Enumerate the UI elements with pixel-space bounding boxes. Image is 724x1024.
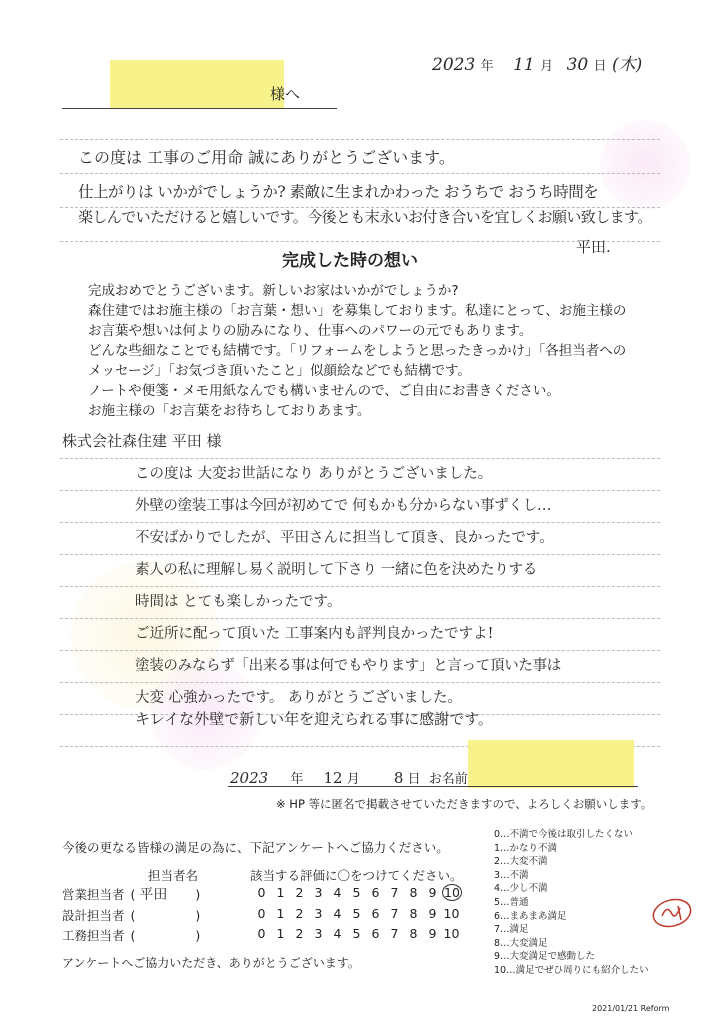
rating-option[interactable]: 6 xyxy=(371,906,380,921)
customer-message-line-6: 時間は とても楽しかったです。 xyxy=(135,594,342,610)
customer-message-line-9: 大変 心強かったです。 ありがとうございました。 xyxy=(135,690,463,706)
sign-year: 2023 xyxy=(230,769,269,787)
rating-option[interactable]: 4 xyxy=(333,906,342,921)
rating-option[interactable]: 6 xyxy=(371,926,380,941)
rating-option[interactable]: 1 xyxy=(276,906,285,921)
rule-line xyxy=(60,522,660,523)
customer-message-line-4: 不安ばかりでしたが、平田さんに担当して頂き、良かったです。 xyxy=(135,530,554,546)
legend-item: 1…かなり不満 xyxy=(494,842,558,854)
survey-paren-close: ) xyxy=(195,928,201,943)
rating-option[interactable]: 3 xyxy=(314,906,323,921)
form-version: 2021/01/21 Reform xyxy=(592,1004,670,1013)
sign-name-label: お名前 xyxy=(428,772,468,787)
floral-decoration-top xyxy=(600,120,690,210)
rating-option[interactable]: 9 xyxy=(428,926,437,941)
legend-item: 8…大変満足 xyxy=(494,937,548,949)
rating-option[interactable]: 9 xyxy=(428,906,437,921)
intro-line: どんな些細なことでも結構です。「リフォームをしようと思ったきっかけ」「各担当者への xyxy=(88,343,627,359)
legend-item: 4…少し不満 xyxy=(494,883,548,895)
rating-option[interactable]: 7 xyxy=(390,906,399,921)
sign-day: 8 xyxy=(393,769,404,787)
survey-paren-open: ( xyxy=(130,928,136,943)
recipient-underline xyxy=(62,108,337,109)
legend-item: 2…大変不満 xyxy=(494,856,548,868)
rating-option[interactable]: 6 xyxy=(371,885,380,900)
customer-message-line-5: 素人の私に理解し易く説明して下さり 一緒に色を決めたりする xyxy=(135,562,537,578)
rating-option[interactable]: 5 xyxy=(352,906,361,921)
staff-message-line-2: 仕上がりは いかがでしょうか? 素敵に生まれかわった おうちで おうち時間を xyxy=(78,183,599,201)
staff-signature: 平田. xyxy=(576,238,611,256)
survey-row-sales xyxy=(62,884,482,904)
rating-option[interactable]: 3 xyxy=(314,885,323,900)
intro-line: お施主様の「お言葉をお待ちしておりあます。 xyxy=(88,403,371,419)
anonymity-notice: ※ HP 等に匿名で掲載させていただきますので、よろしくお願いします。 xyxy=(276,797,653,811)
survey-row-construction xyxy=(62,926,482,946)
section-title: 完成した時の想い xyxy=(282,251,418,271)
rating-option[interactable]: 3 xyxy=(314,926,323,941)
legend-item: 7…満足 xyxy=(494,924,529,936)
sign-underline xyxy=(228,786,638,787)
approval-stamp-icon xyxy=(650,896,694,930)
rating-option[interactable]: 2 xyxy=(295,885,304,900)
rule-line xyxy=(60,241,660,242)
rating-option[interactable]: 1 xyxy=(276,926,285,941)
survey-intro: 今後の更なる皆様の満足の為に、下記アンケートへご協力ください。 xyxy=(62,840,449,855)
rule-line xyxy=(60,458,660,459)
intro-line: ノートや便箋・メモ用紙なんでも構いませんので、ご自由にお書きください。 xyxy=(88,383,560,399)
survey-thanks: アンケートへご協力いただき、ありがとうございます。 xyxy=(62,956,360,970)
legend-item: 6…まあまあ満足 xyxy=(494,910,567,922)
customer-message-line-8: 塗装のみならず「出来る事は何でもやります」と言って頂いた事は xyxy=(135,658,561,674)
rating-option[interactable]: 5 xyxy=(352,926,361,941)
survey-role-design: 設計担当者 xyxy=(62,908,125,923)
survey-staff-name-sales[interactable]: 平田 xyxy=(139,887,168,903)
intro-line: 完成おめでとうございます。新しいお家はいかがでしょうか? xyxy=(88,283,459,299)
sign-month: 12 xyxy=(323,769,343,787)
header-date xyxy=(432,50,642,75)
customer-message-line-3: 外壁の塗装工事は今回が初めてで 何もかも分からない事ずくし… xyxy=(135,498,552,514)
legend-item: 3…不満 xyxy=(494,869,529,881)
staff-message-line-1: この度は 工事のご用命 誠にありがとうございます。 xyxy=(78,148,455,167)
sign-month-label: 月 xyxy=(346,772,360,787)
rating-option-selected[interactable]: 10 xyxy=(442,884,462,901)
rating-option[interactable]: 0 xyxy=(257,885,266,900)
recipient-suffix: 様へ xyxy=(270,85,301,103)
survey-col-rating: 該当する評価に〇をつけてください。 xyxy=(250,868,463,883)
header-day: 30 xyxy=(566,55,589,75)
rating-option[interactable]: 7 xyxy=(390,885,399,900)
legend-item: 9…大変満足で感動した xyxy=(494,951,596,963)
legend-item: 5…普通 xyxy=(494,896,529,908)
intro-line: 森住建ではお施主様の「お言葉・想い」を募集しております。私達にとって、お施主様の xyxy=(88,303,627,319)
rating-option[interactable]: 2 xyxy=(295,906,304,921)
rule-line xyxy=(60,554,660,555)
rating-option[interactable]: 9 xyxy=(428,885,437,900)
rating-option[interactable]: 8 xyxy=(409,885,418,900)
rating-option[interactable]: 0 xyxy=(257,906,266,921)
rule-line xyxy=(60,490,660,491)
intro-line: メッセージ」「お気づき頂いたこと」似顔絵などでも結構です。 xyxy=(88,363,471,379)
survey-col-staff: 担当者名 xyxy=(148,868,199,883)
rating-option[interactable]: 10 xyxy=(443,906,460,921)
header-year: 2023 xyxy=(432,55,476,75)
rating-option[interactable]: 4 xyxy=(333,926,342,941)
sign-day-label: 日 xyxy=(407,772,421,787)
header-year-label: 年 xyxy=(480,59,494,74)
rule-line xyxy=(60,650,660,651)
survey-scale-design xyxy=(252,906,461,921)
recipient-name-redaction xyxy=(110,60,284,108)
rating-option[interactable]: 5 xyxy=(352,885,361,900)
rule-line xyxy=(60,173,660,174)
header-day-label: 日 xyxy=(593,59,607,74)
survey-paren-open: ( xyxy=(130,908,136,923)
rating-option[interactable]: 7 xyxy=(390,926,399,941)
intro-line: お言葉や想いは何よりの励みになり、仕事へのパワーの元でもあります。 xyxy=(88,323,533,339)
survey-paren-close: ) xyxy=(195,887,201,902)
survey-row-design xyxy=(62,906,482,926)
staff-message-line-3: 楽しんでいただけると嬉しいです。今後とも末永いお付き合いを宜しくお願い致します。 xyxy=(78,208,652,226)
rating-option[interactable]: 1 xyxy=(276,885,285,900)
header-month: 11 xyxy=(513,55,535,75)
customer-message-line-1: 株式会社森住建 平田 様 xyxy=(62,432,222,450)
survey-paren-close: ) xyxy=(195,908,201,923)
header-weekday: (木) xyxy=(612,55,643,75)
rating-option[interactable]: 0 xyxy=(257,926,266,941)
rule-line xyxy=(60,682,660,683)
sign-row xyxy=(230,768,468,787)
rating-option[interactable]: 10 xyxy=(443,926,460,941)
survey-role-construction: 工務担当者 xyxy=(62,928,125,943)
survey-scale-sales xyxy=(252,884,462,901)
customer-message-line-7: ご近所に配って頂いた 工事案内も評判良かったですよ! xyxy=(135,626,494,642)
legend-item: 0…不満で今後は取引したくない xyxy=(494,829,634,840)
survey-role-sales: 営業担当者 xyxy=(62,887,125,902)
sign-year-label: 年 xyxy=(290,772,304,787)
customer-name-redaction xyxy=(468,740,634,788)
rating-option[interactable]: 4 xyxy=(333,885,342,900)
rating-option[interactable]: 2 xyxy=(295,926,304,941)
rule-line xyxy=(60,618,660,619)
rule-line xyxy=(60,139,660,140)
rating-option[interactable]: 8 xyxy=(409,926,418,941)
customer-message-line-2: この度は 大変お世話になり ありがとうございました。 xyxy=(135,466,493,482)
intro-paragraph xyxy=(88,281,688,421)
rating-option[interactable]: 8 xyxy=(409,906,418,921)
customer-message-line-10: キレイな外壁で新しい年を迎えられる事に感謝です。 xyxy=(135,710,493,728)
legend-item: 10…満足でぜひ周りにも紹介したい xyxy=(494,964,649,976)
rule-line xyxy=(60,586,660,587)
survey-scale-construction xyxy=(252,926,461,941)
survey-paren-open: ( xyxy=(130,887,136,902)
header-month-label: 月 xyxy=(540,59,554,74)
